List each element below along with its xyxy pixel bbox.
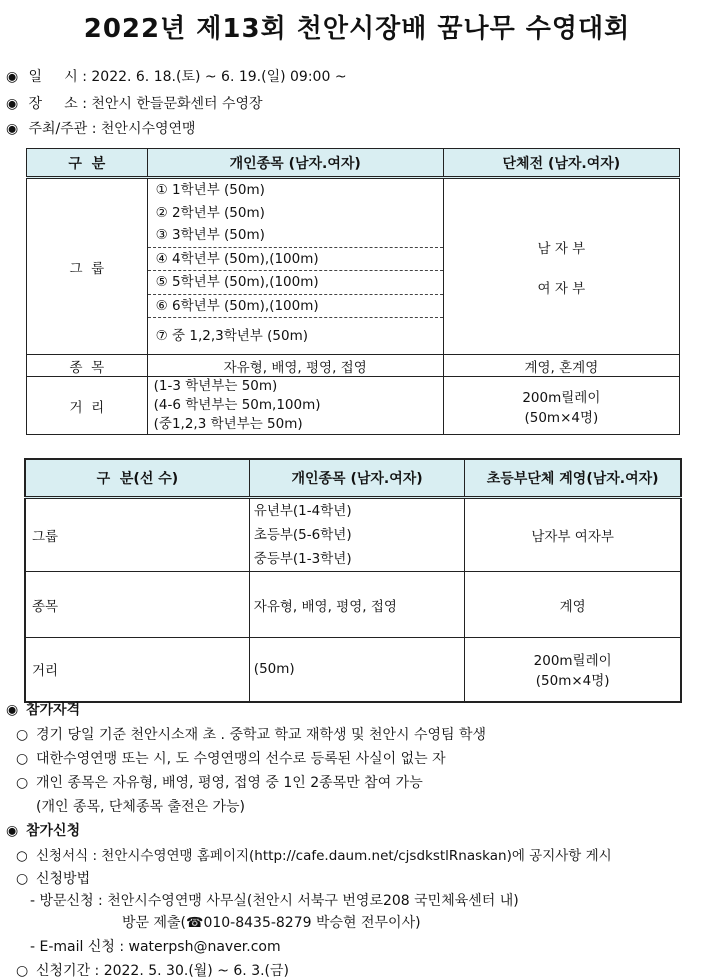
distance-individual xyxy=(147,377,443,435)
group-item: 유년부(1-4학년) xyxy=(253,503,352,519)
row-label-event: 종목 xyxy=(25,572,249,638)
team-female: 여 자 부 xyxy=(537,280,586,297)
relay-distance: 200m릴레이 xyxy=(522,389,601,406)
relay-detail: (50m×4명) xyxy=(524,409,599,426)
distance-individual: (50m) xyxy=(249,638,465,702)
application-form: ○ 신청서식 : 천안시수영연맹 홈페이지(http://cafe.daum.net/cjsdkstlRnaskan)에 공지사항 게시 xyxy=(16,848,612,864)
info-date xyxy=(6,66,347,86)
row-label-distance: 거 리 xyxy=(27,377,148,435)
group-team: 남자부 여자부 xyxy=(465,498,681,572)
eligibility-title: ◉ 참가자격 xyxy=(6,702,81,718)
application-visit-contact: 방문 제출(☎010-8435-8279 박승현 전무이사) xyxy=(122,915,421,931)
group-item: ⑤ 5학년부 (50m),(100m) xyxy=(148,270,443,294)
application-title: ◉ 참가신청 xyxy=(6,823,81,839)
schedule-table-1 xyxy=(26,148,680,435)
table-header-row xyxy=(25,459,681,498)
schedule-table-2 xyxy=(24,458,682,703)
info-venue xyxy=(6,93,263,113)
circle-bullet-icon: ○ xyxy=(16,775,29,791)
relay-detail: (50m×4명) xyxy=(535,673,610,690)
target-bullet-icon: ◉ xyxy=(6,702,19,718)
table-row-group xyxy=(27,178,680,355)
relay-distance: 200m릴레이 xyxy=(533,653,612,670)
group-item: ⑥ 6학년부 (50m),(100m) xyxy=(148,294,443,318)
info-label: 일 시 : xyxy=(28,69,87,85)
distance-line: (4-6 학년부는 50m,100m) xyxy=(153,397,321,413)
row-label-event: 종 목 xyxy=(27,355,148,377)
row-label-group: 그룹 xyxy=(25,498,249,572)
event-individual: 자유형, 배영, 평영, 접영 xyxy=(147,355,443,377)
eligibility-item: ○ 대한수영연맹 또는 시, 도 수영연맹의 선수로 등록된 사실이 없는 자 xyxy=(16,751,446,767)
target-bullet-icon: ◉ xyxy=(6,823,19,839)
table-row-event xyxy=(27,355,680,377)
event-team: 계영 xyxy=(465,572,681,638)
circle-bullet-icon: ○ xyxy=(16,751,29,767)
header-category: 구 분(선 수) xyxy=(25,459,249,498)
header-individual: 개인종목 (남자.여자) xyxy=(147,149,443,178)
eligibility-item: ○ 개인 종목은 자유형, 배영, 평영, 접영 중 1인 2종목만 참여 가능 xyxy=(16,775,423,791)
info-label: 주최/주관 : xyxy=(28,121,97,137)
info-value: 천안시수영연맹 xyxy=(100,121,196,137)
circle-bullet-icon: ○ xyxy=(16,871,29,887)
eligibility-item: ○ 경기 당일 기준 천안시소재 초 . 중학교 학교 재학생 및 천안시 수영팀 학생 xyxy=(16,727,487,743)
application-period: ○ 신청기간 : 2022. 5. 30.(월) ~ 6. 3.(금) xyxy=(16,963,290,979)
circle-bullet-icon: ○ xyxy=(16,963,29,979)
group-item: ① 1학년부 (50m) xyxy=(155,182,265,198)
circle-bullet-icon: ○ xyxy=(16,848,28,864)
header-team: 단체전 (남자.여자) xyxy=(443,149,679,178)
table-row-event xyxy=(25,572,681,638)
row-label-group: 그 룹 xyxy=(27,178,148,355)
info-value: 천안시 한들문화센터 수영장 xyxy=(91,96,263,112)
distance-line: (중1,2,3 학년부는 50m) xyxy=(153,416,303,432)
group-item: ⑦ 중 1,2,3학년부 (50m) xyxy=(148,317,443,354)
header-category: 구 분 xyxy=(27,149,148,178)
header-individual: 개인종목 (남자.여자) xyxy=(249,459,465,498)
group-item: ④ 4학년부 (50m),(100m) xyxy=(148,247,443,271)
table-row-group xyxy=(25,498,681,572)
eligibility-note: (개인 종목, 단체종목 출전은 가능) xyxy=(36,799,245,815)
event-individual: 자유형, 배영, 평영, 접영 xyxy=(249,572,465,638)
application-email: - E-mail 신청 : waterpsh@naver.com xyxy=(30,939,281,955)
header-team: 초등부단체 계영(남자.여자) xyxy=(465,459,681,498)
distance-line: (1-3 학년부는 50m) xyxy=(153,378,278,394)
info-label: 장 소 : xyxy=(28,96,87,112)
group-team xyxy=(443,178,679,355)
target-bullet-icon: ◉ xyxy=(6,121,19,137)
page-title: 2022년 제13회 천안시장배 꿈나무 수영대회 xyxy=(83,14,631,44)
table-row-distance xyxy=(27,377,680,435)
group-item: ③ 3학년부 (50m) xyxy=(155,227,265,243)
info-host xyxy=(6,118,196,138)
application-method: ○ 신청방법 xyxy=(16,871,91,887)
distance-team xyxy=(443,377,679,435)
table-header-row xyxy=(27,149,680,178)
group-items xyxy=(249,498,465,572)
circle-bullet-icon: ○ xyxy=(16,727,29,743)
group-item: 초등부(5-6학년) xyxy=(253,527,352,543)
target-bullet-icon: ◉ xyxy=(6,96,19,112)
row-label-distance: 거리 xyxy=(25,638,249,702)
application-visit: - 방문신청 : 천안시수영연맹 사무실(천안시 서북구 번영로208 국민체육센터 내) xyxy=(30,893,519,909)
table-row-distance xyxy=(25,638,681,702)
group-item: ② 2학년부 (50m) xyxy=(155,204,265,221)
distance-team xyxy=(465,638,681,702)
target-bullet-icon: ◉ xyxy=(6,69,19,85)
team-male: 남 자 부 xyxy=(537,240,586,257)
event-team: 계영, 혼계영 xyxy=(443,355,679,377)
group-items xyxy=(147,178,443,355)
info-value: 2022. 6. 18.(토) ~ 6. 19.(일) 09:00 ~ xyxy=(91,69,347,85)
group-item: 중등부(1-3학년) xyxy=(253,551,352,567)
